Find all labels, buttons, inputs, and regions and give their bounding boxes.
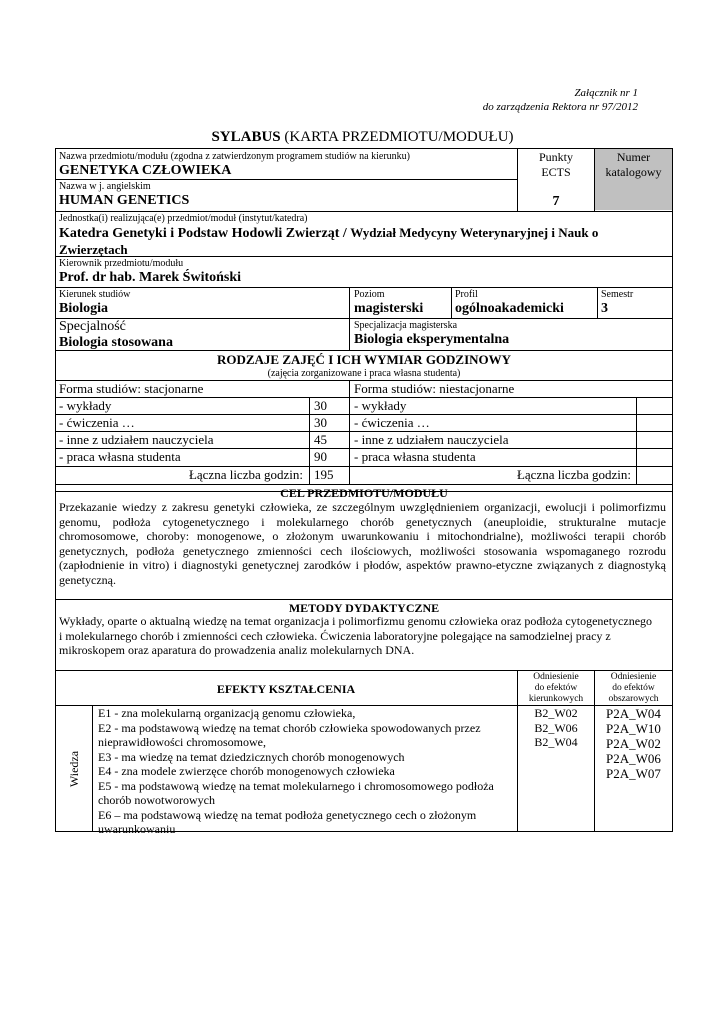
profile-label: Profil — [455, 289, 478, 300]
hours-row-label-n: - inne z udziałem nauczyciela — [354, 432, 509, 447]
methods-title: METODY DYDAKTYCZNE — [288, 601, 440, 615]
catalog-label-line1: Numer — [616, 150, 651, 164]
outcome-item: nieprawidłowości chromosomowe, — [98, 735, 266, 749]
ects-value: 7 — [552, 194, 560, 209]
hours-row-label-n: - wykłady — [354, 398, 407, 413]
outcomes-title: EFEKTY KSZTAŁCENIA — [216, 682, 356, 696]
methods-line: Wykłady, oparte o aktualną wiedzę na temat organizacja i polimorfizmu genomu człowieka oraz podłoża cytogenetycznego — [59, 614, 653, 628]
hours-row-value: 90 — [314, 449, 327, 464]
goal-line: (zapłodnienie in vitro) i diagnostyki genetycznej zarodków i płodów, aspektów prawno-etyczne związanych z diagnostyką — [59, 558, 666, 572]
area-code: P2A_W06 — [606, 751, 661, 766]
hours-subtitle: (zajęcia zorganizowane i praca własna studenta) — [267, 368, 461, 379]
document-title — [0, 129, 725, 146]
ref-area-line: Odniesienie — [610, 672, 657, 682]
hours-row-label: - ćwiczenia … — [59, 415, 135, 430]
goal-line: genetycznych, podłoża genetycznego zmienności cech ilościowych, możliwości stosowania wspomaganego rozrodu — [59, 543, 666, 558]
area-code: P2A_W04 — [606, 706, 661, 721]
goal-line: chromosomowe, choroby: monogenowe, o złożonym uwarunkowaniu i mitochondrialne), możliwości terapii chorób — [59, 529, 666, 543]
knowledge-outcomes-list — [98, 706, 514, 837]
unit-label: Jednostka(i) realizująca(e) przedmiot/moduł (instytut/katedra) — [59, 213, 308, 224]
course-name-value: GENETYKA CZŁOWIEKA — [59, 163, 232, 178]
level-value: magisterski — [354, 301, 424, 316]
area-code: P2A_W07 — [606, 766, 661, 781]
ref-dir-line: kierunkowych — [528, 694, 584, 704]
attachment-line-1: Załącznik nr 1 — [574, 87, 638, 99]
hours-row-label: - inne z udziałem nauczyciela — [59, 432, 214, 447]
unit-value — [59, 225, 669, 259]
ref-area-header — [595, 672, 672, 705]
hours-row-value: 30 — [314, 398, 327, 413]
level-label: Poziom — [354, 289, 385, 300]
catalog-label-line2: katalogowy — [605, 164, 662, 179]
course-head-value: Prof. dr hab. Marek Świtoński — [59, 270, 242, 285]
goal-line: genetyczną. — [59, 572, 116, 587]
knowledge-category-cell — [55, 705, 92, 832]
hours-row-label: - praca własna studenta — [59, 449, 181, 464]
goal-line: Przekazanie wiedzy z zakresu genetyki człowieka, ze szczególnym uwzględnieniem organizacji, ewolucji i polimorfizmu — [59, 500, 666, 514]
attachment-line-2: do zarządzenia Rektora nr 97/2012 — [482, 101, 638, 113]
outcome-item: E4 - zna modele zwierzęce chorób monogenowych człowieka — [98, 764, 395, 778]
outcome-item: E3 - ma wiedzę na temat dziedzicznych chorób monogenowych — [98, 749, 405, 764]
outcome-item: E6 – ma podstawową wiedzę na temat podłoża genetycznego cech o złożonym — [98, 807, 477, 822]
directional-code: B2_W06 — [534, 720, 578, 735]
hours-row-value: 45 — [314, 432, 327, 447]
hours-row-label-n: - praca własna studenta — [354, 449, 476, 464]
outcome-item: chorób nowotworowych — [98, 793, 215, 807]
title-rest: (KARTA PRZEDMIOTU/MODUŁU) — [280, 129, 514, 145]
goal-line: genomu, podłoża cytogenetycznego i molekularnego chorób genetycznych (aneuploidie, strukturalne mutacje — [59, 514, 666, 529]
nonstationary-form-label: Forma studiów: niestacjonarne — [354, 381, 515, 396]
directional-codes — [518, 706, 594, 750]
profile-value: ogólnoakademicki — [455, 301, 564, 316]
unit-value-bold: Katedra Genetyki i Podstaw Hodowli Zwierząt / — [59, 226, 351, 241]
ects-label-line2: ECTS — [541, 164, 571, 179]
total-hours-label: Łączna liczba godzin: — [188, 467, 303, 482]
total-hours-value: 195 — [314, 467, 334, 482]
outcome-item: E5 - ma podstawową wiedzę na temat molekularnego i chromosomowego podłoża — [98, 778, 494, 793]
total-hours-label-n: Łączna liczba godzin: — [516, 467, 631, 482]
goal-title: CEL PRZEDMIOTU/MODUŁU — [280, 486, 448, 500]
hours-row-label-n: - ćwiczenia … — [354, 415, 430, 430]
english-name-value: HUMAN GENETICS — [59, 193, 190, 208]
stationary-form-label: Forma studiów: stacjonarne — [59, 381, 204, 396]
knowledge-category-label: Wiedza — [66, 750, 81, 787]
outcome-item: E2 - ma podstawową wiedzę na temat chorób człowieka spowodowanych przez — [98, 720, 481, 735]
specialty-label: Specjalność — [59, 319, 126, 334]
outcome-item: E1 - zna molekularną organizacją genomu człowieka, — [98, 706, 356, 720]
unit-value-rest: Wydział Medycyny Weterynaryjnej i Nauk o — [350, 225, 599, 240]
methods-line: mikroskopem oraz aparatura do prowadzenia analiz molekularnych DNA. — [59, 643, 415, 657]
directional-code: B2_W02 — [534, 706, 578, 720]
hours-title: RODZAJE ZAJĘĆ I ICH WYMIAR GODZINOWY — [216, 352, 512, 367]
semester-value: 3 — [601, 301, 608, 316]
specialty-value: Biologia stosowana — [59, 335, 173, 350]
unit-value-line2: Zwierzętach — [59, 242, 128, 257]
hours-row-value: 30 — [314, 415, 327, 430]
methods-line: i molekularnego chorób i zmienności cech człowieka. Ćwiczenia laboratoryjne polegające na samodzielnej pracy z — [59, 628, 611, 643]
attachment-note — [483, 86, 638, 114]
course-head-label: Kierownik przedmiotu/modułu — [59, 258, 184, 269]
course-name-label: Nazwa przedmiotu/modułu (zgodna z zatwierdzonym programem studiów na kierunku) — [59, 151, 411, 162]
field-of-study-label: Kierunek studiów — [59, 289, 131, 300]
english-name-label: Nazwa w j. angielskim — [59, 181, 151, 192]
directional-code: B2_W04 — [534, 735, 578, 749]
methods-text — [59, 614, 669, 658]
ects-label-line1: Punkty — [538, 150, 573, 164]
ref-directional-header — [518, 672, 594, 705]
area-codes — [595, 706, 672, 781]
ref-area-line: obszarowych — [608, 694, 659, 704]
ref-area-line: do efektów — [612, 683, 655, 693]
master-specialization-value: Biologia eksperymentalna — [354, 332, 510, 347]
ref-dir-line: Odniesienie — [533, 672, 579, 682]
master-specialization-label: Specjalizacja magisterska — [354, 320, 458, 331]
semester-label: Semestr — [601, 289, 634, 300]
ects-label — [518, 150, 594, 179]
outcome-item: uwarunkowaniu — [98, 822, 176, 836]
goal-text — [59, 500, 666, 587]
area-code: P2A_W02 — [606, 736, 661, 751]
hours-row-label: - wykłady — [59, 398, 112, 413]
catalog-label — [595, 150, 672, 179]
ref-dir-line: do efektów — [534, 683, 578, 693]
area-code: P2A_W10 — [606, 721, 661, 736]
field-of-study-value: Biologia — [59, 301, 109, 316]
title-bold: SYLABUS — [211, 129, 281, 145]
